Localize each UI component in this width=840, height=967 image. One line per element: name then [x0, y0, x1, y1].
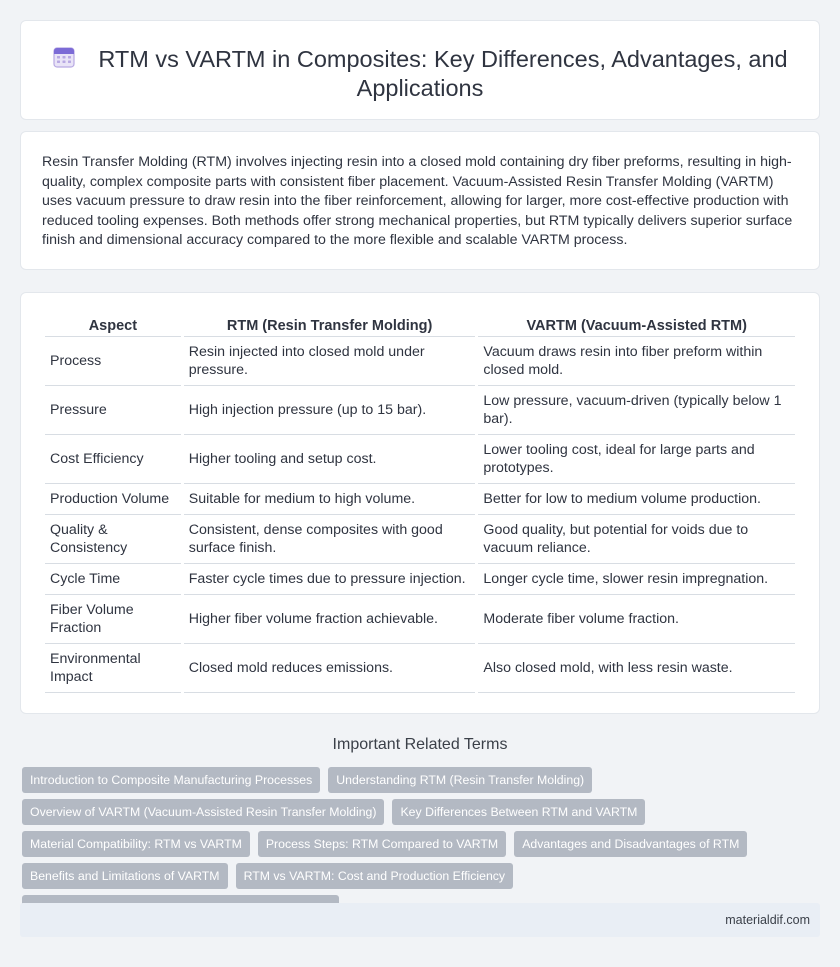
- footer-site-link[interactable]: materialdif.com: [725, 913, 810, 927]
- row-rtm: Resin injected into closed mold under pressure.: [184, 337, 476, 386]
- row-rtm: Closed mold reduces emissions.: [184, 644, 476, 693]
- row-aspect: Production Volume: [45, 484, 181, 515]
- comparison-table-card: [20, 292, 820, 714]
- row-aspect: Pressure: [45, 386, 181, 435]
- row-vartm: Vacuum draws resin into fiber preform within closed mold.: [478, 337, 795, 386]
- table-header-row: [45, 315, 795, 337]
- row-vartm: Good quality, but potential for voids due to vacuum reliance.: [478, 515, 795, 564]
- table-row: [45, 595, 795, 644]
- related-term-tag[interactable]: Overview of VARTM (Vacuum-Assisted Resin Transfer Molding): [22, 799, 384, 825]
- row-aspect: Process: [45, 337, 181, 386]
- table-row: [45, 564, 795, 595]
- page-title-text: RTM vs VARTM in Composites: Key Differences, Advantages, and Applications: [98, 46, 788, 101]
- intro-card: [20, 131, 820, 270]
- row-vartm: Lower tooling cost, ideal for large parts and prototypes.: [478, 435, 795, 484]
- row-vartm: Low pressure, vacuum-driven (typically below 1 bar).: [478, 386, 795, 435]
- row-rtm: Higher fiber volume fraction achievable.: [184, 595, 476, 644]
- header-aspect: Aspect: [45, 315, 181, 337]
- row-vartm: Better for low to medium volume production.: [478, 484, 795, 515]
- footer: [20, 903, 820, 937]
- row-aspect: Cycle Time: [45, 564, 181, 595]
- intro-paragraph: Resin Transfer Molding (RTM) involves injecting resin into a closed mold containing dry fiber preforms, resulting in high-quality, complex composite parts with consistent fiber placement. Vacuum-Assisted Resin Transfer Molding (VARTM) uses vacuum pressure to draw resin into the fiber reinforcement, allowing for larger, more cost-effective production with reduced tooling expenses. Both methods offer strong mechanical properties, but RTM typically delivers superior surface finish and dimensional accuracy compared to the more flexible and scalable VARTM process.: [42, 154, 793, 248]
- row-rtm: Faster cycle times due to pressure injection.: [184, 564, 476, 595]
- related-term-tag[interactable]: Key Differences Between RTM and VARTM: [392, 799, 645, 825]
- table-row: [45, 515, 795, 564]
- row-vartm: Moderate fiber volume fraction.: [478, 595, 795, 644]
- document-calendar-icon: [52, 45, 76, 69]
- row-rtm: High injection pressure (up to 15 bar).: [184, 386, 476, 435]
- page-title: [52, 46, 787, 101]
- related-term-tag[interactable]: Material Compatibility: RTM vs VARTM: [22, 831, 250, 857]
- comparison-table: [42, 315, 798, 693]
- row-vartm: Longer cycle time, slower resin impregnation.: [478, 564, 795, 595]
- row-rtm: Suitable for medium to high volume.: [184, 484, 476, 515]
- row-aspect: Cost Efficiency: [45, 435, 181, 484]
- title-card: [20, 20, 820, 120]
- row-aspect: Quality & Consistency: [45, 515, 181, 564]
- row-rtm: Consistent, dense composites with good surface finish.: [184, 515, 476, 564]
- page-header: [51, 43, 789, 103]
- related-term-tag[interactable]: Introduction to Composite Manufacturing Processes: [22, 767, 320, 793]
- table-row: [45, 435, 795, 484]
- related-term-tag[interactable]: Understanding RTM (Resin Transfer Molding): [328, 767, 592, 793]
- related-term-tag[interactable]: RTM vs VARTM: Cost and Production Efficiency: [236, 863, 514, 889]
- related-terms-title: Important Related Terms: [332, 736, 508, 753]
- header-rtm: RTM (Resin Transfer Molding): [184, 315, 476, 337]
- header-vartm: VARTM (Vacuum-Assisted RTM): [478, 315, 795, 337]
- table-row: [45, 644, 795, 693]
- related-term-tag[interactable]: Process Steps: RTM Compared to VARTM: [258, 831, 506, 857]
- table-row: [45, 484, 795, 515]
- table-row: [45, 386, 795, 435]
- related-term-tag[interactable]: Advantages and Disadvantages of RTM: [514, 831, 747, 857]
- table-row: [45, 337, 795, 386]
- row-aspect: Environmental Impact: [45, 644, 181, 693]
- row-rtm: Higher tooling and setup cost.: [184, 435, 476, 484]
- related-term-tag[interactable]: Benefits and Limitations of VARTM: [22, 863, 228, 889]
- row-vartm: Also closed mold, with less resin waste.: [478, 644, 795, 693]
- row-aspect: Fiber Volume Fraction: [45, 595, 181, 644]
